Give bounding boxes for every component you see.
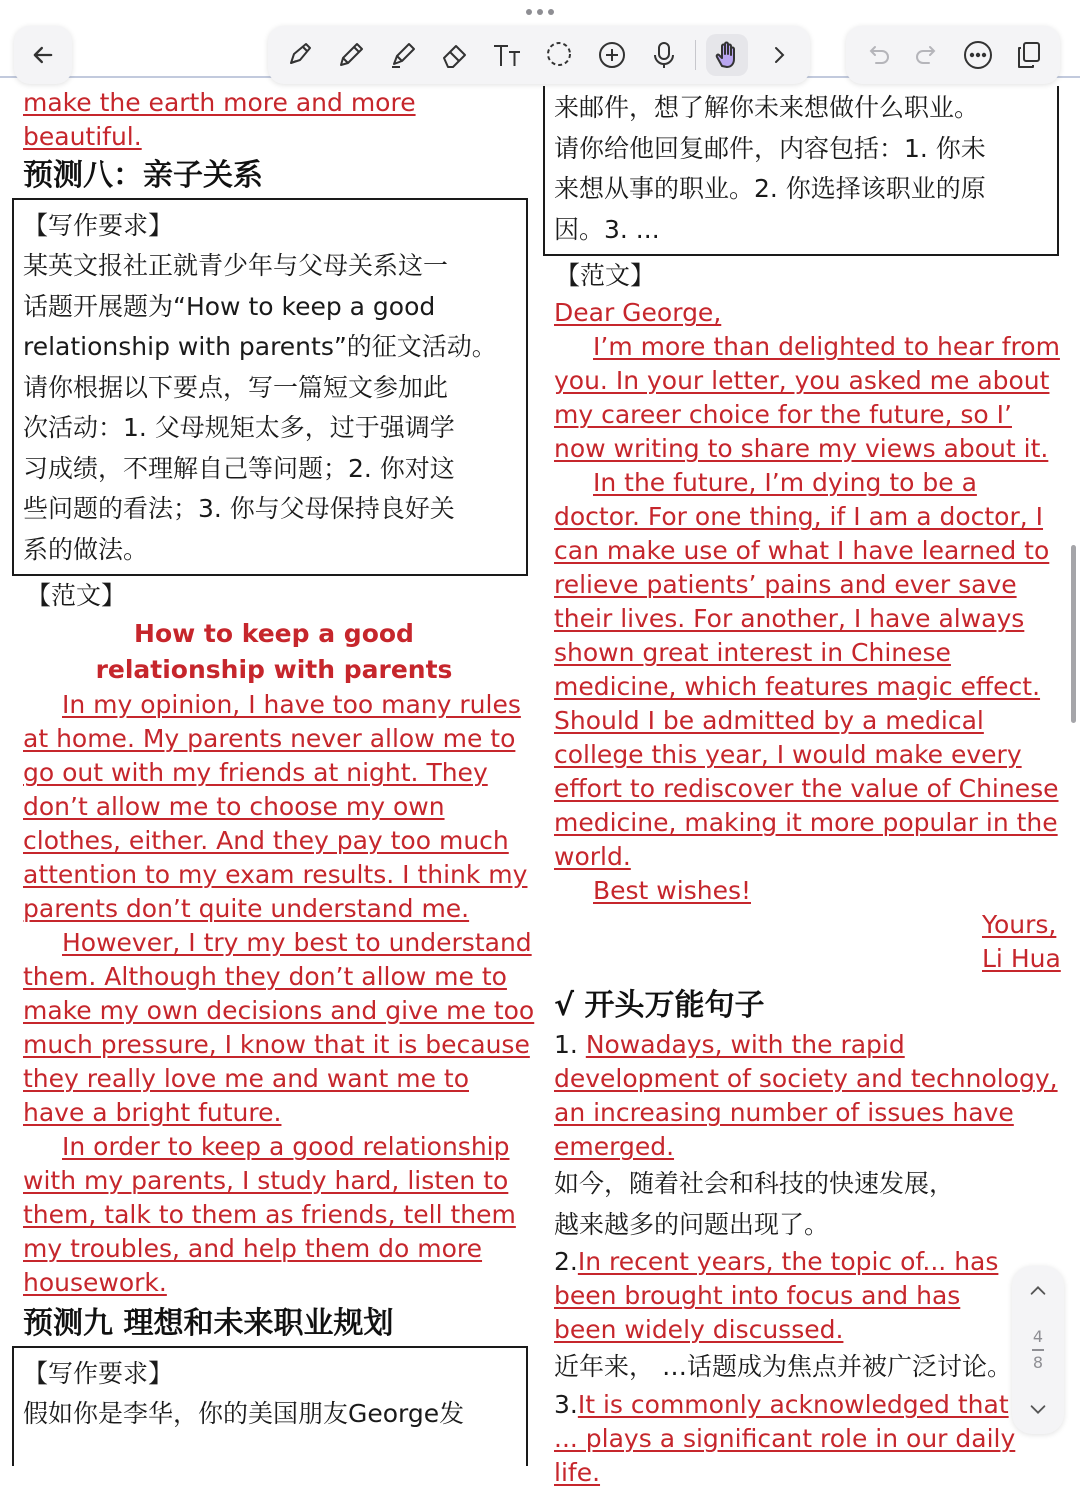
page-overview-button[interactable] — [1008, 34, 1050, 76]
toolbar-divider — [695, 40, 696, 70]
opener-item — [543, 1028, 1059, 1164]
pages-icon — [1013, 39, 1045, 71]
hand-draw-button[interactable] — [706, 34, 748, 76]
redo-button[interactable] — [907, 34, 949, 76]
letter-greeting: Dear George, — [554, 298, 722, 327]
pencil-icon — [335, 39, 367, 71]
writing-requirement-box-9-continued — [543, 86, 1059, 256]
pen-icon — [283, 39, 315, 71]
scrollbar-thumb[interactable] — [1071, 545, 1076, 723]
letter-paragraph: In the future, I’m dying to be a doctor. For one thing, if I am a doctor, I can make use of what I have learned to relieve patients’ pains and ever save their lives. For another, I have always shown great interest in Chinese medicine, which features magic effect. Should I be admitted by a medical college this year, I would make every effort to rediscover the value of Chinese medicine, making it more popular in the world. — [554, 468, 1059, 871]
more-icon — [962, 39, 994, 71]
pencil-tool-button[interactable] — [330, 34, 372, 76]
section-heading-9: 预测九 理想和未来职业规划 — [23, 1306, 394, 1341]
requirement-label: 【写作要求】 — [23, 211, 174, 240]
essay-title-line1: How to keep a good — [134, 619, 414, 648]
essay-paragraph: In my opinion, I have too many rules at home. My parents never allow me to go out with my friends at night. They don’t allow me to choose my own clothes, either. And they pay too much attention to my exam results. I think my parents don’t quite understand me. — [23, 690, 528, 923]
opener-english: In recent years, the topic of... has been brought into focus and has been widely discussed. — [554, 1247, 999, 1344]
record-audio-button[interactable] — [643, 34, 685, 76]
requirement-line: 来邮件，想了解你未来想做什么职业。 — [554, 93, 980, 122]
opener-chinese: 如今，随着社会和科技的快速发展， — [554, 1169, 955, 1198]
requirement-label: 【写作要求】 — [23, 1359, 174, 1388]
insert-button[interactable] — [591, 34, 633, 76]
back-button[interactable] — [14, 26, 72, 84]
requirement-line: 请你给他回复邮件，内容包括：1. 你未 — [554, 133, 986, 163]
requirement-line: 话题开展题为“How to keep a good — [23, 291, 436, 321]
eraser-tool-button[interactable] — [434, 34, 476, 76]
section-heading-8: 预测八：亲子关系 — [23, 158, 263, 193]
text-tool-button[interactable] — [486, 34, 528, 76]
requirement-line: 因。3. ... — [554, 214, 660, 244]
opener-english: Nowadays, with the rapid development of society and technology, an increasing number of issues have emerged. — [554, 1030, 1058, 1161]
eraser-icon — [439, 39, 471, 71]
requirement-line: 次活动：1. 父母规矩太多，过于强调学 — [23, 413, 455, 442]
chevron-left-icon — [29, 41, 57, 69]
opener-number: 2. — [554, 1247, 578, 1276]
essay-title-line2: relationship with parents — [95, 655, 453, 684]
document-actions — [846, 26, 1060, 84]
model-essay-label: 【范文】 — [26, 581, 127, 610]
pen-tool-button[interactable] — [278, 34, 320, 76]
more-button[interactable] — [957, 34, 999, 76]
opener-item — [543, 1388, 1024, 1490]
opener-english: It is commonly acknowledged that ... plays a significant role in our daily life. — [554, 1389, 1016, 1487]
requirement-line: 些问题的看法；3. 你与父母保持良好关 — [23, 494, 455, 523]
page-navigator — [1012, 1266, 1064, 1434]
essay-paragraph: In order to keep a good relationship with my parents, I study hard, listen to them, talk to them as friends, tell them my troubles, and help them do more housework. — [23, 1132, 516, 1297]
letter-closing: Best wishes! — [593, 876, 751, 905]
chevron-up-icon[interactable] — [1027, 1280, 1049, 1302]
signoff-yours: Yours, — [982, 910, 1057, 939]
letter-paragraph: I’m more than delighted to hear from you. In your letter, you asked me about my career choice for the future, so I’ now writing to share my views about it. — [554, 332, 1060, 463]
chevron-right-icon — [763, 39, 795, 71]
writing-requirement-box-9 — [12, 1346, 528, 1466]
opener-number: 1. — [554, 1030, 586, 1059]
page-divider — [1032, 1349, 1044, 1351]
letter-signoff — [543, 908, 1069, 976]
redo-icon — [912, 39, 944, 71]
opener-item — [543, 1245, 1024, 1347]
signoff-name: Li Hua — [982, 944, 1061, 973]
current-page: 4 — [1032, 1327, 1044, 1346]
requirement-line: 某英文报社正就青少年与父母关系这一 — [23, 251, 449, 280]
lasso-tool-button[interactable] — [538, 34, 580, 76]
toolbar-expand-button[interactable] — [758, 34, 800, 76]
requirement-line: 请你根据以下要点，写一篇短文参加此 — [23, 372, 449, 402]
openers-heading: √ 开头万能句子 — [554, 988, 765, 1023]
undo-button[interactable] — [856, 34, 898, 76]
text-tool-icon — [491, 39, 523, 71]
requirement-line: 习成绩，不理解自己等问题；2. 你对这 — [23, 453, 455, 483]
writing-requirement-box-8 — [12, 198, 528, 576]
microphone-icon — [648, 39, 680, 71]
highlighter-icon — [387, 39, 419, 71]
requirement-line: relationship with parents”的征文活动。 — [23, 332, 497, 361]
opener-number: 3. — [554, 1389, 578, 1419]
requirement-line: 来想从事的职业。2. 你选择该职业的原 — [554, 174, 986, 203]
insert-plus-icon — [596, 39, 628, 71]
intro-text: make the earth more and more beautiful. — [23, 88, 416, 151]
drawing-toolbar — [268, 26, 810, 84]
highlighter-tool-button[interactable] — [382, 34, 424, 76]
total-pages: 8 — [1032, 1353, 1044, 1372]
essay-paragraph: However, I try my best to understand them. Although they don’t allow me to make my own decisions and give me too much pressure, I know that it is because they really love me and want me to have a bright future. — [23, 928, 535, 1127]
requirement-line: 系的做法。 — [23, 534, 149, 564]
opener-chinese: 越来越多的问题出现了。 — [554, 1209, 830, 1239]
requirement-line: 假如你是李华，你的美国朋友George发 — [23, 1399, 465, 1428]
window-grabber[interactable] — [524, 6, 556, 18]
undo-icon — [861, 39, 893, 71]
lasso-icon — [543, 39, 575, 71]
left-column — [12, 86, 536, 1466]
hand-draw-icon — [711, 39, 743, 71]
opener-chinese: 近年来， …话题成为焦点并被广泛讨论。 — [554, 1352, 1012, 1381]
model-essay-label: 【范文】 — [555, 261, 656, 290]
right-column — [543, 86, 1069, 1490]
chevron-down-icon[interactable] — [1027, 1398, 1049, 1420]
